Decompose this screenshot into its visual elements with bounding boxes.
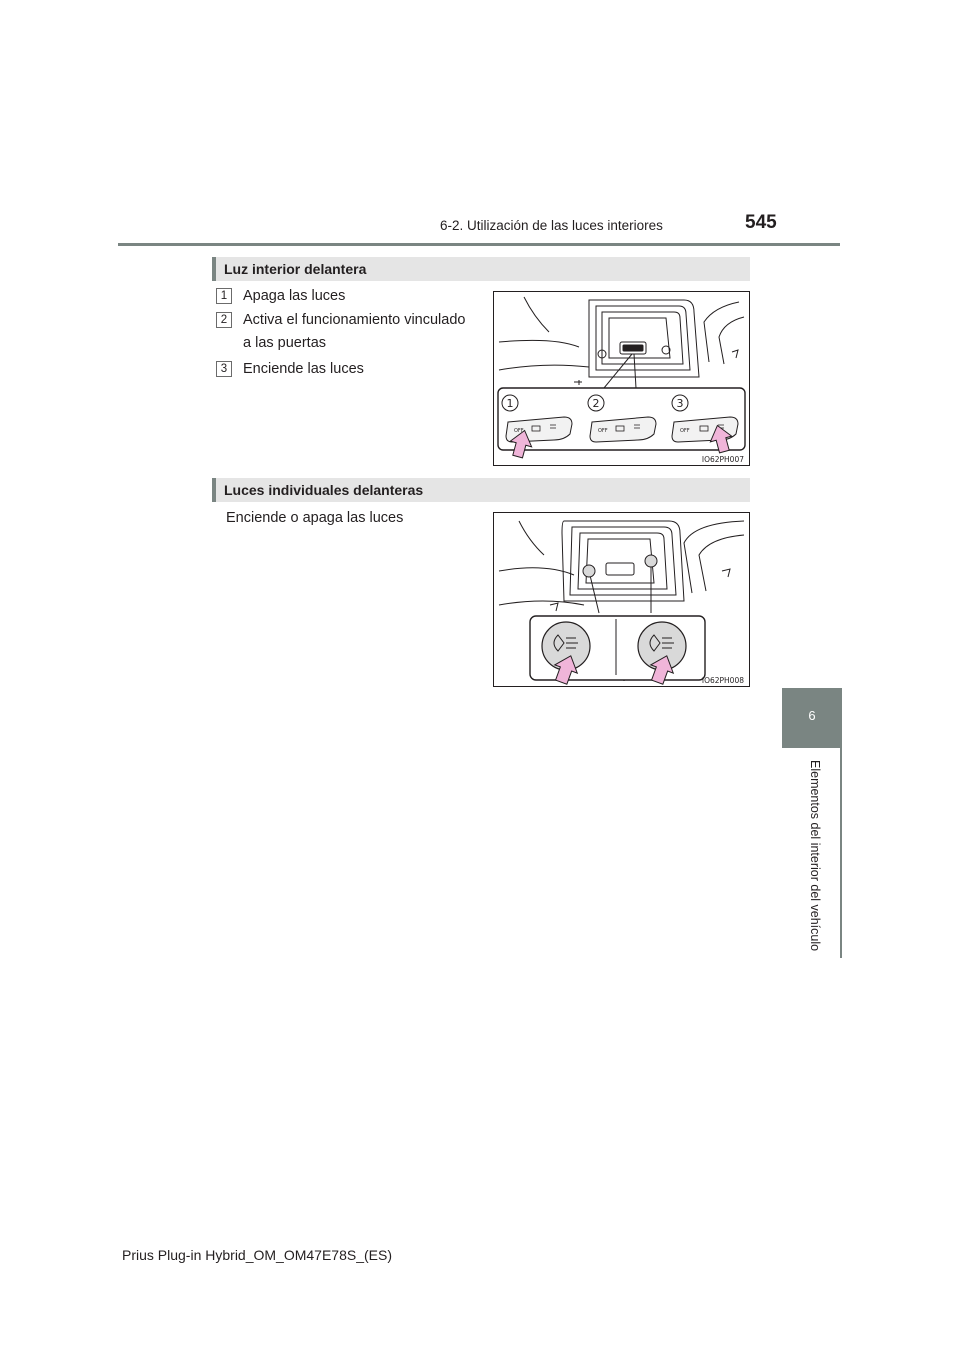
section2-text: Enciende o apaga las luces [226, 510, 404, 526]
chapter-number: 6 [808, 708, 816, 723]
header-divider [118, 243, 840, 246]
item-number-2: 2 [216, 312, 232, 328]
footer-document-id: Prius Plug-in Hybrid_OM_OM47E78S_(ES) [122, 1247, 392, 1263]
chapter-title: Elementos del interior del vehículo [808, 760, 822, 952]
item-text-1: Apaga las luces [243, 288, 346, 304]
section-header-bar [212, 478, 216, 502]
page-number: 545 [745, 212, 777, 233]
item-text-2-line2: a las puertas [243, 335, 327, 351]
figure-callout-3: 3 [676, 397, 684, 410]
header-section-title: 6-2. Utilización de las luces interiores [440, 218, 663, 233]
section-header-front-individual-lights [212, 478, 750, 502]
item-number-3: 3 [216, 361, 232, 377]
section-header-bar [212, 257, 216, 281]
chapter-side-title [800, 760, 830, 960]
section-title: Luces individuales delanteras [224, 482, 424, 498]
figure-callout-2: 2 [592, 397, 600, 410]
chapter-divider [840, 748, 842, 958]
figure-code: IO62PH008 [701, 676, 744, 685]
switch-off-label: OFF [598, 428, 608, 434]
front-individual-lights-illustration [494, 513, 749, 686]
section-title: Luz interior delantera [224, 261, 367, 277]
figure-front-interior-light [493, 291, 750, 466]
section-header-front-interior-light [212, 257, 750, 281]
item-text-2-line1: Activa el funcionamiento vinculado [243, 312, 466, 328]
switch-off-label: OFF [680, 428, 690, 434]
item-number-1: 1 [216, 288, 232, 304]
item-text-3: Enciende las luces [243, 361, 364, 377]
figure-front-individual-lights [493, 512, 750, 687]
figure-callout-1: 1 [506, 397, 514, 410]
switch-off-label: OFF [514, 428, 524, 434]
front-interior-light-illustration [494, 292, 749, 465]
chapter-tab [782, 688, 842, 748]
figure-code: IO62PH007 [701, 455, 744, 464]
